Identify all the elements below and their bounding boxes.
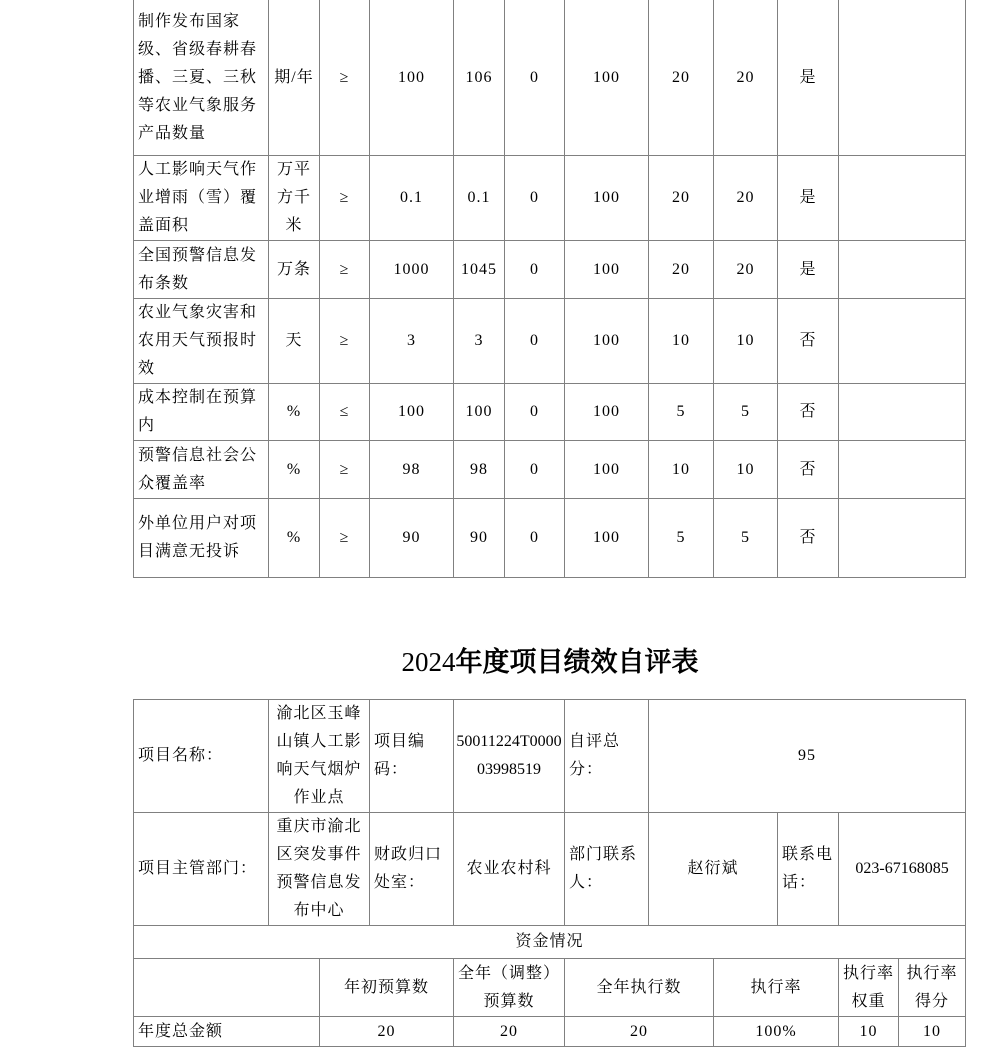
indicator-score: 5 bbox=[714, 384, 778, 441]
phone: 023-67168085 bbox=[839, 813, 966, 926]
indicator-score: 20 bbox=[714, 241, 778, 299]
office: 农业农村科 bbox=[454, 813, 565, 926]
indicator-note bbox=[839, 299, 966, 384]
indicator-score: 20 bbox=[714, 156, 778, 241]
indicator-weight: 5 bbox=[649, 384, 714, 441]
indicator-name: 外单位用户对项目满意无投诉 bbox=[134, 499, 269, 578]
project-code-label: 项目编码： bbox=[370, 700, 454, 813]
indicator-c7: 100 bbox=[565, 499, 649, 578]
indicator-table bbox=[133, 0, 966, 578]
indicator-note bbox=[839, 441, 966, 499]
indicator-op: ≥ bbox=[320, 499, 370, 578]
indicator-actual: 0.1 bbox=[454, 156, 505, 241]
project-name: 渝北区玉峰山镇人工影响天气烟炉作业点 bbox=[269, 700, 370, 813]
indicator-weight: 10 bbox=[649, 299, 714, 384]
total-score: 95 bbox=[649, 700, 966, 813]
indicator-actual: 106 bbox=[454, 0, 505, 156]
indicator-target: 100 bbox=[370, 384, 454, 441]
indicator-flag: 否 bbox=[778, 384, 839, 441]
indicator-note bbox=[839, 384, 966, 441]
indicator-c6: 0 bbox=[505, 0, 565, 156]
indicator-actual: 3 bbox=[454, 299, 505, 384]
funds-cell: 20 bbox=[454, 1017, 565, 1047]
indicator-note bbox=[839, 0, 966, 156]
indicator-unit: % bbox=[269, 441, 320, 499]
phone-label: 联系电话： bbox=[778, 813, 839, 926]
indicator-row bbox=[134, 0, 966, 156]
indicator-actual: 1045 bbox=[454, 241, 505, 299]
indicator-weight: 20 bbox=[649, 241, 714, 299]
department-row bbox=[134, 813, 966, 926]
indicator-score: 10 bbox=[714, 299, 778, 384]
funds-header: 年初预算数 bbox=[320, 959, 454, 1017]
indicator-note bbox=[839, 156, 966, 241]
indicator-weight: 20 bbox=[649, 156, 714, 241]
funds-cell: 10 bbox=[839, 1017, 899, 1047]
indicator-row bbox=[134, 241, 966, 299]
indicator-unit: % bbox=[269, 499, 320, 578]
indicator-op: ≥ bbox=[320, 241, 370, 299]
project-code: 50011224T000003998519 bbox=[454, 700, 565, 813]
indicator-target: 0.1 bbox=[370, 156, 454, 241]
indicator-weight: 10 bbox=[649, 441, 714, 499]
funds-cell: 10 bbox=[899, 1017, 966, 1047]
indicator-c6: 0 bbox=[505, 441, 565, 499]
funds-header-row bbox=[134, 959, 966, 1017]
indicator-flag: 是 bbox=[778, 0, 839, 156]
indicator-row bbox=[134, 384, 966, 441]
page-title: 2024年度项目绩效自评表 bbox=[401, 647, 699, 677]
indicator-target: 98 bbox=[370, 441, 454, 499]
indicator-c6: 0 bbox=[505, 156, 565, 241]
indicator-name: 全国预警信息发布条数 bbox=[134, 241, 269, 299]
score-label: 自评总分： bbox=[565, 700, 649, 813]
indicator-actual: 100 bbox=[454, 384, 505, 441]
indicator-weight: 20 bbox=[649, 0, 714, 156]
indicator-flag: 是 bbox=[778, 156, 839, 241]
project-name-label: 项目名称： bbox=[134, 700, 269, 813]
indicator-unit: 万平方千米 bbox=[269, 156, 320, 241]
funds-total-row bbox=[134, 1017, 966, 1047]
indicator-c7: 100 bbox=[565, 441, 649, 499]
indicator-unit: % bbox=[269, 384, 320, 441]
indicator-score: 10 bbox=[714, 441, 778, 499]
indicator-unit: 万条 bbox=[269, 241, 320, 299]
indicator-target: 1000 bbox=[370, 241, 454, 299]
indicator-c6: 0 bbox=[505, 241, 565, 299]
indicator-target: 90 bbox=[370, 499, 454, 578]
indicator-op: ≥ bbox=[320, 156, 370, 241]
indicator-unit: 天 bbox=[269, 299, 320, 384]
funds-header: 全年执行数 bbox=[565, 959, 714, 1017]
indicator-row bbox=[134, 441, 966, 499]
office-label: 财政归口处室： bbox=[370, 813, 454, 926]
indicator-c7: 100 bbox=[565, 299, 649, 384]
indicator-note bbox=[839, 499, 966, 578]
funds-title: 资金情况 bbox=[134, 926, 966, 959]
indicator-unit: 期/年 bbox=[269, 0, 320, 156]
indicator-target: 3 bbox=[370, 299, 454, 384]
indicator-name: 人工影响天气作业增雨（雪）覆盖面积 bbox=[134, 156, 269, 241]
indicator-c7: 100 bbox=[565, 156, 649, 241]
project-name-row bbox=[134, 700, 966, 813]
indicator-target: 100 bbox=[370, 0, 454, 156]
indicator-flag: 否 bbox=[778, 441, 839, 499]
funds-header: 执行率权重 bbox=[839, 959, 899, 1017]
indicator-c7: 100 bbox=[565, 384, 649, 441]
dept: 重庆市渝北区突发事件预警信息发布中心 bbox=[269, 813, 370, 926]
indicator-actual: 90 bbox=[454, 499, 505, 578]
indicator-weight: 5 bbox=[649, 499, 714, 578]
indicator-row bbox=[134, 156, 966, 241]
funds-cell: 20 bbox=[565, 1017, 714, 1047]
indicator-note bbox=[839, 241, 966, 299]
dept-label: 项目主管部门： bbox=[134, 813, 269, 926]
indicator-c7: 100 bbox=[565, 0, 649, 156]
indicator-op: ≤ bbox=[320, 384, 370, 441]
funds-cell: 年度总金额 bbox=[134, 1017, 320, 1047]
contact: 赵衍斌 bbox=[649, 813, 778, 926]
indicator-op: ≥ bbox=[320, 441, 370, 499]
indicator-c6: 0 bbox=[505, 384, 565, 441]
indicator-actual: 98 bbox=[454, 441, 505, 499]
funds-header bbox=[134, 959, 320, 1017]
funds-cell: 100% bbox=[714, 1017, 839, 1047]
indicator-score: 20 bbox=[714, 0, 778, 156]
self-evaluation-table bbox=[133, 699, 966, 1047]
indicator-op: ≥ bbox=[320, 299, 370, 384]
indicator-name: 农业气象灾害和农用天气预报时效 bbox=[134, 299, 269, 384]
indicator-flag: 是 bbox=[778, 241, 839, 299]
indicator-name: 制作发布国家级、省级春耕春播、三夏、三秋等农业气象服务产品数量 bbox=[134, 0, 269, 156]
indicator-row bbox=[134, 299, 966, 384]
funds-cell: 20 bbox=[320, 1017, 454, 1047]
contact-label: 部门联系人： bbox=[565, 813, 649, 926]
indicator-flag: 否 bbox=[778, 499, 839, 578]
indicator-name: 预警信息社会公众覆盖率 bbox=[134, 441, 269, 499]
funds-header: 执行率 bbox=[714, 959, 839, 1017]
indicator-c6: 0 bbox=[505, 499, 565, 578]
indicator-op: ≥ bbox=[320, 0, 370, 156]
indicator-score: 5 bbox=[714, 499, 778, 578]
indicator-c7: 100 bbox=[565, 241, 649, 299]
funds-header: 执行率得分 bbox=[899, 959, 966, 1017]
indicator-c6: 0 bbox=[505, 299, 565, 384]
indicator-flag: 否 bbox=[778, 299, 839, 384]
indicator-name: 成本控制在预算内 bbox=[134, 384, 269, 441]
funds-header: 全年（调整）预算数 bbox=[454, 959, 565, 1017]
indicator-row bbox=[134, 499, 966, 578]
